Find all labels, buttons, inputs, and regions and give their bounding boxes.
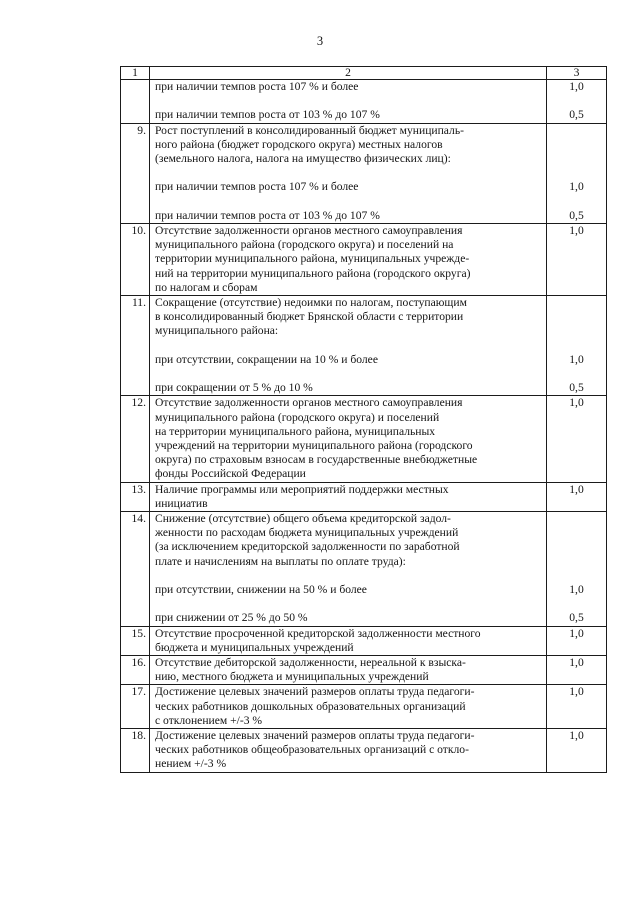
description-line: ного района (бюджет городского округа) местных налогов [155,137,443,151]
score-value: 0,5 [569,611,584,625]
score-value: 1,0 [569,729,584,743]
indicator-description [150,729,547,773]
table-row [121,729,607,773]
table-row [121,656,607,685]
table-row [121,396,607,482]
page-number: 3 [316,34,324,48]
description-line: с отклонением +/-3 % [155,713,263,727]
score-value: 1,0 [569,180,584,194]
indicator-description [150,296,547,396]
score-value: 1,0 [569,80,584,93]
score-values [547,626,607,655]
indicator-description [150,123,547,223]
row-number [121,80,150,124]
description-line: при наличии темпов роста 107 % и более [155,80,359,93]
indicator-description [150,223,547,295]
table-row [121,482,607,511]
row-number: 14. [121,512,150,627]
description-line: Достижение целевых значений размеров оплаты труда педагоги- [155,685,475,699]
description-line: ческих работников дошкольных образовательных организаций [155,699,466,713]
score-values [547,80,607,124]
description-line: плате и начислениям на выплаты по оплате труда): [155,554,406,568]
score-value: 1,0 [569,352,584,366]
table-row [121,123,607,223]
score-value: 0,5 [569,208,584,222]
row-number: 9. [121,123,150,223]
description-line: при снижении от 25 % до 50 % [155,611,308,625]
row-number: 12. [121,396,150,482]
row-number: 11. [121,296,150,396]
description-line [155,597,542,611]
description-line: (за исключением кредиторской задолженности по заработной [155,540,460,554]
description-line [155,195,542,209]
score-value [547,526,606,540]
description-line: на территории муниципального района, муниципальных [155,424,436,438]
table-row [121,296,607,396]
description-line [155,367,542,381]
score-value [547,324,606,338]
score-value: 1,0 [569,582,584,596]
score-value: 0,5 [569,108,584,122]
description-line: при наличии темпов роста от 103 % до 107 % [155,108,380,122]
indicator-description [150,512,547,627]
description-line [155,166,542,180]
indicator-description [150,396,547,482]
description-line: Отсутствие дебиторской задолженности, нереальной к взыска- [155,656,466,670]
description-line: фонды Российской Федерации [155,467,306,481]
score-values [547,482,607,511]
description-line: территории муниципального района, муниципальных учрежде- [155,252,470,266]
row-number: 10. [121,223,150,295]
score-value: 1,0 [569,656,584,670]
description-line: Наличие программы или мероприятий поддержки местных [155,482,449,496]
description-line: при отсутствии, снижении на 50 % и более [155,583,367,597]
table-row [121,80,607,124]
description-line: нением +/-3 % [155,757,227,771]
indicator-description [150,685,547,729]
score-value [547,166,606,180]
indicator-description [150,482,547,511]
header-col-2: 2 [150,67,547,80]
score-value [547,152,606,166]
description-line: по налогам и сборам [155,280,258,294]
score-value [547,540,606,554]
score-value [547,339,606,353]
description-line: муниципального района (городского округа) и поселений [155,410,440,424]
row-number: 13. [121,482,150,511]
score-value [547,195,606,209]
score-value: 1,0 [569,223,584,237]
description-line: учреждений на территории муниципального района (городского [155,439,473,452]
score-values [547,396,607,482]
table-header-row [121,67,607,80]
description-line: при наличии темпов роста 107 % и более [155,180,359,194]
description-line: муниципального района (городского округа) и поселений на [155,238,454,252]
score-value [547,555,606,569]
row-number: 17. [121,685,150,729]
score-value [547,296,606,310]
description-line: при сокращении от 5 % до 10 % [155,381,313,395]
indicator-description [150,656,547,685]
description-line: ческих работников общеобразовательных организаций с откло- [155,743,469,757]
description-line: ний на территории муниципального района (городского округа) [155,266,471,280]
description-line: Рост поступлений в консолидированный бюджет муниципаль- [155,123,464,137]
score-values [547,656,607,685]
score-values [547,223,607,295]
score-values [547,512,607,627]
description-line: округа) по страховым взносам в государственные внебюджетные [155,453,478,467]
description-line: при отсутствии, сокращении на 10 % и более [155,352,378,366]
score-values [547,729,607,773]
row-number: 18. [121,729,150,773]
indicators-table [120,66,607,773]
score-value [547,569,606,583]
score-value: 1,0 [569,626,584,640]
description-line: Отсутствие задолженности органов местного самоуправления [155,396,463,410]
description-line: Сокращение (отсутствие) недоимки по налогам, поступающим [155,296,467,309]
score-value [547,367,606,381]
score-value [547,94,606,108]
score-value [547,597,606,611]
description-line: нию, местного бюджета и муниципальных учреждений [155,670,429,684]
indicator-description [150,626,547,655]
row-number: 16. [121,656,150,685]
description-line: (земельного налога, налога на имущество физических лиц): [155,152,451,165]
description-line: Достижение целевых значений размеров оплаты труда педагоги- [155,729,475,743]
description-line [155,339,542,353]
table-row [121,223,607,295]
description-line: женности по расходам бюджета муниципальных учреждений [155,526,459,540]
description-line: Отсутствие задолженности органов местного самоуправления [155,223,463,237]
description-line: Снижение (отсутствие) общего объема кредиторской задол- [155,512,451,526]
score-value: 1,0 [569,482,584,496]
row-number: 15. [121,626,150,655]
score-value [547,512,606,526]
description-line [155,94,542,108]
score-values [547,296,607,396]
description-line: Отсутствие просроченной кредиторской задолженности местного [155,626,481,640]
header-col-3: 3 [547,67,607,80]
score-value: 1,0 [569,685,584,699]
description-line: в консолидированный бюджет Брянской области с территории [155,310,464,324]
score-value [547,138,606,152]
table-row [121,626,607,655]
score-values [547,685,607,729]
score-value: 1,0 [569,396,584,410]
score-values [547,123,607,223]
description-line [155,569,542,583]
score-value [547,310,606,324]
header-col-1: 1 [121,67,150,80]
description-line: при наличии темпов роста от 103 % до 107 % [155,208,380,222]
table-row [121,512,607,627]
description-line: муниципального района: [155,324,279,338]
score-value [547,124,606,138]
indicator-description [150,80,547,124]
table-row [121,685,607,729]
description-line: бюджета и муниципальных учреждений [155,640,354,654]
score-value: 0,5 [569,381,584,395]
description-line: инициатив [155,496,208,510]
